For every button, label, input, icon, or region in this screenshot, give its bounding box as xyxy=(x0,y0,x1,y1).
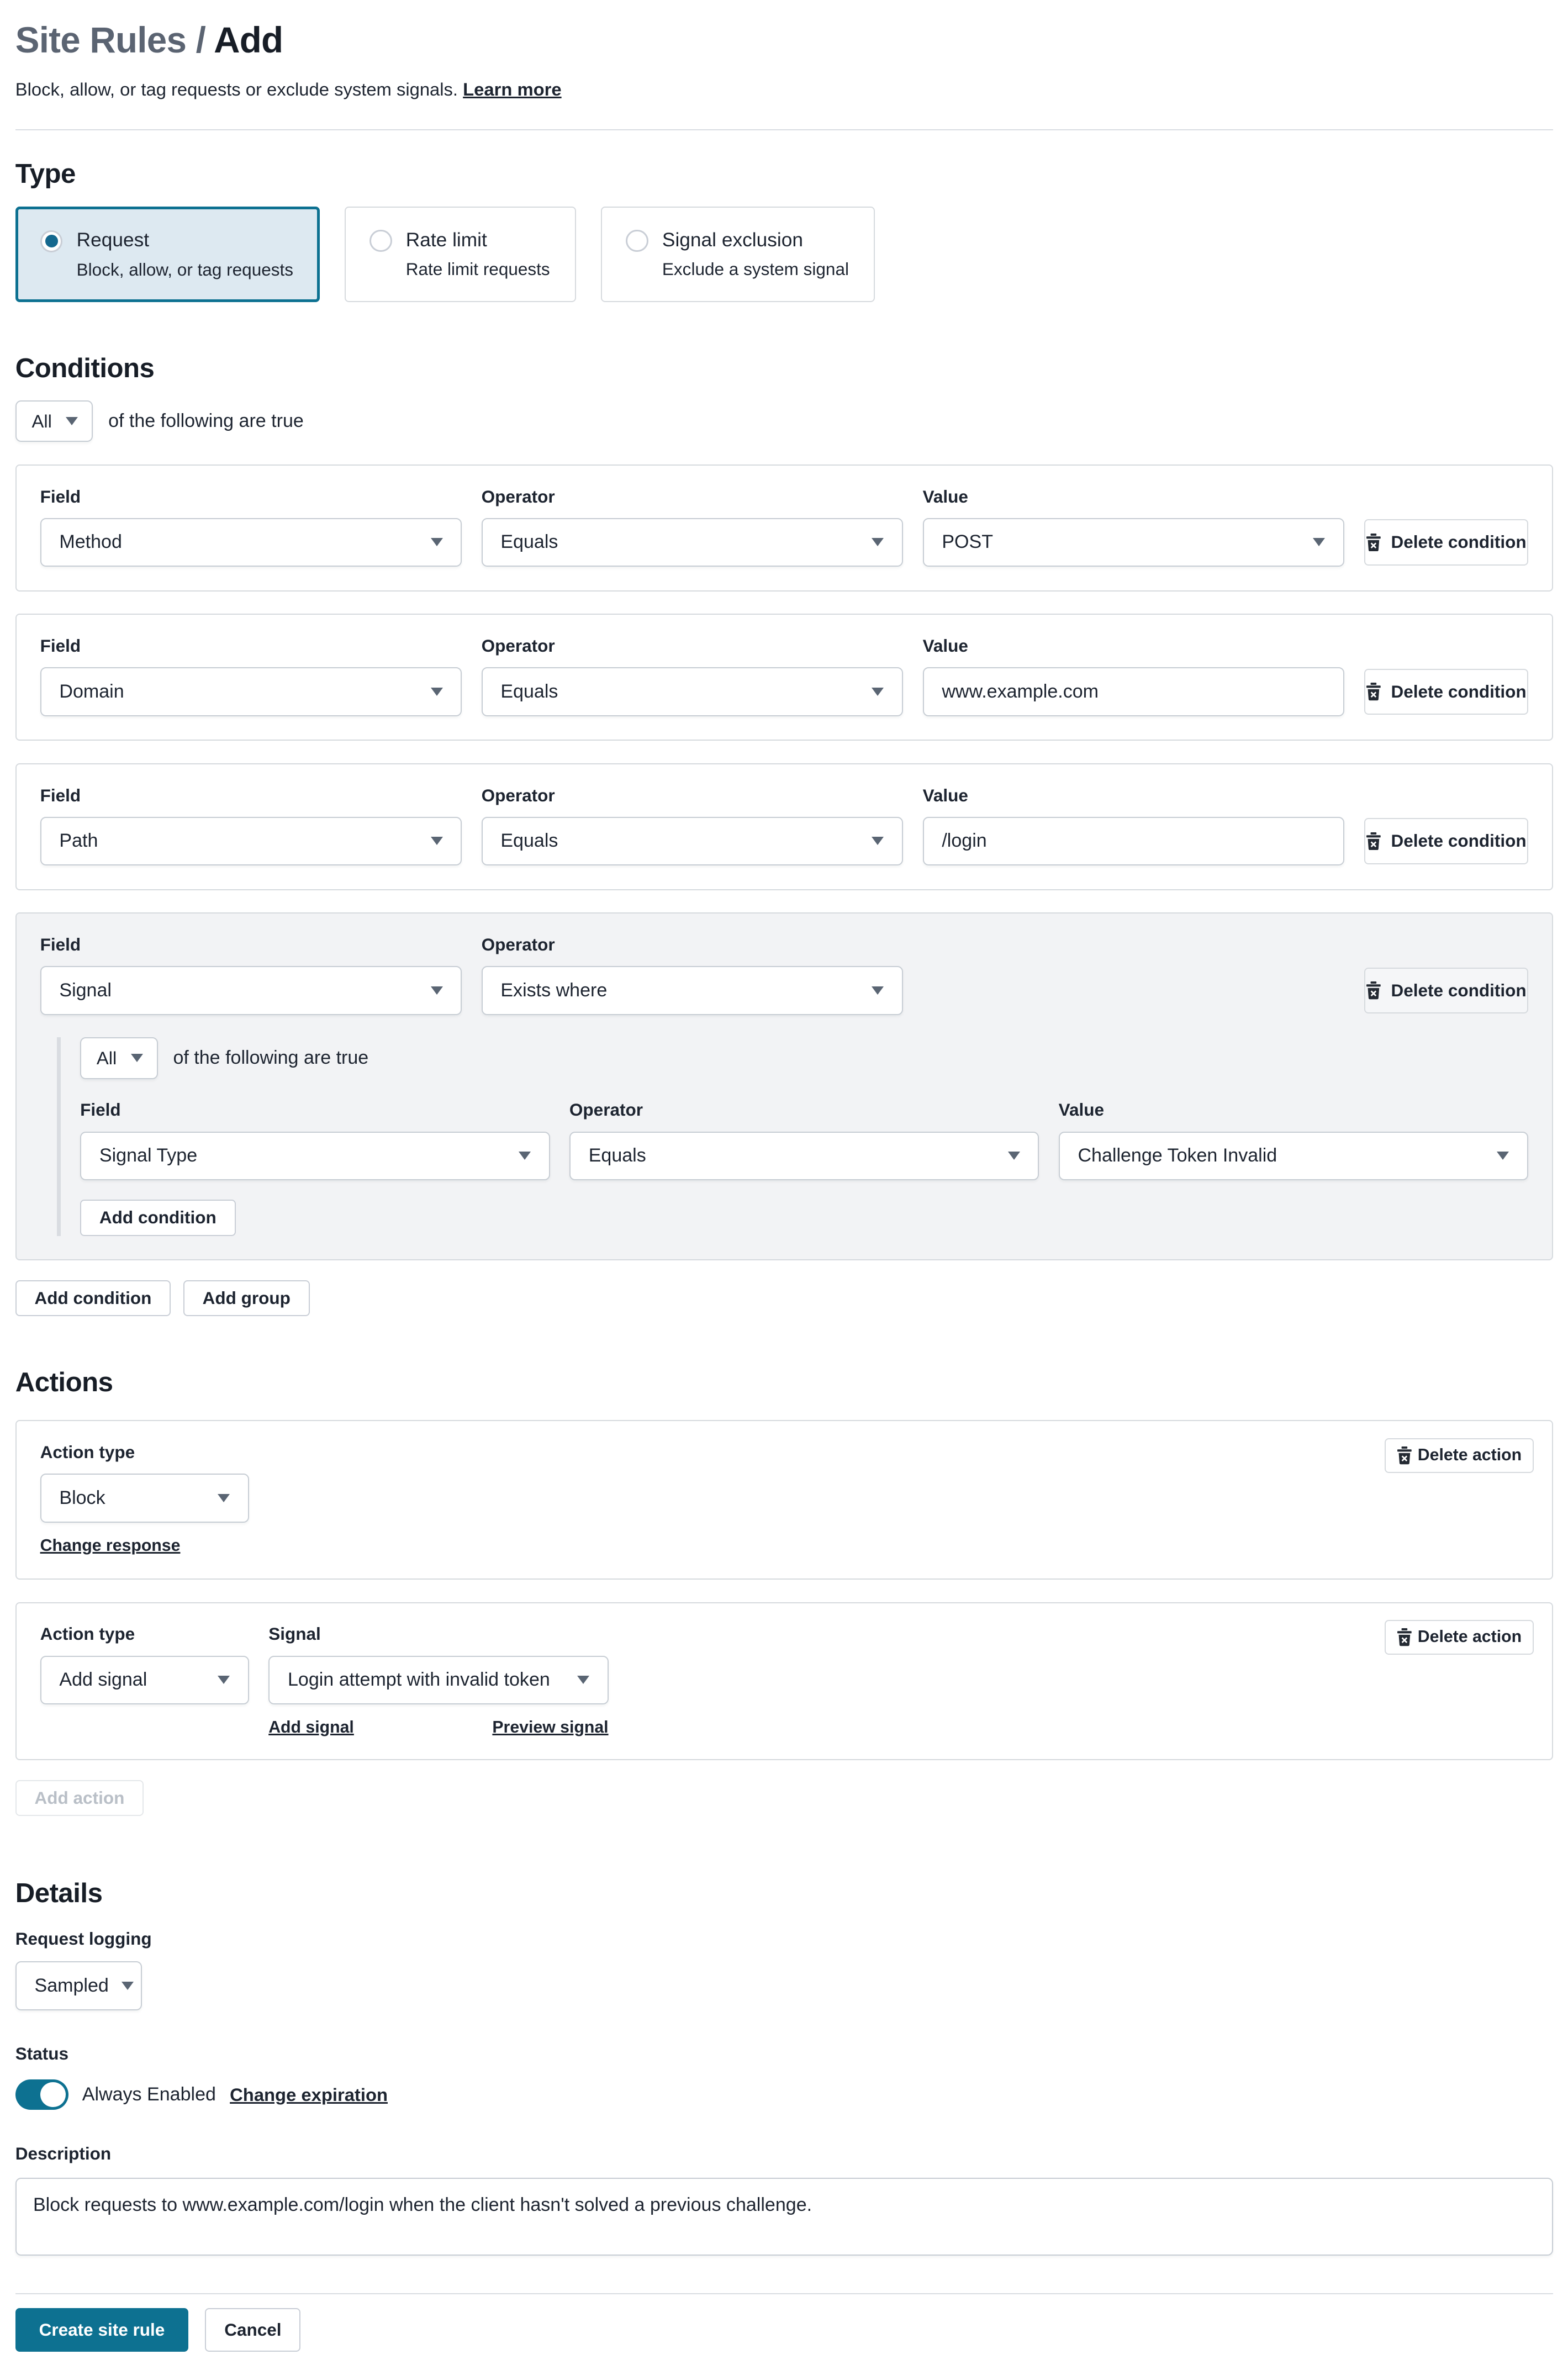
type-options xyxy=(15,207,1553,302)
nested-logic-operator-select[interactable] xyxy=(80,1037,158,1079)
request-logging-value: Sampled xyxy=(34,1974,109,1996)
request-logging-select[interactable] xyxy=(15,1961,142,2010)
nested-add-condition-button[interactable]: Add condition xyxy=(80,1200,235,1236)
delete-action-button[interactable] xyxy=(1385,1620,1534,1655)
chevron-down-icon xyxy=(577,1676,589,1684)
trash-icon xyxy=(1366,832,1381,851)
operator-label: Operator xyxy=(481,486,555,506)
radio-unselected-icon[interactable] xyxy=(626,230,648,252)
action-type-select[interactable] xyxy=(40,1656,249,1704)
delete-condition-button[interactable] xyxy=(1364,519,1529,565)
field-label: Field xyxy=(40,785,81,805)
operator-select-value: Exists where xyxy=(500,979,608,1001)
value-select[interactable] xyxy=(923,518,1345,567)
operator-select-value: Equals xyxy=(500,531,558,553)
footer-buttons xyxy=(15,2308,1553,2359)
operator-select[interactable] xyxy=(482,966,904,1015)
action-type-label: Action type xyxy=(40,1442,135,1463)
request-logging-label: Request logging xyxy=(15,1928,152,1949)
type-option-label: Signal exclusion xyxy=(662,229,803,251)
chevron-down-icon xyxy=(1008,1152,1020,1160)
chevron-down-icon xyxy=(1497,1152,1509,1160)
chevron-down-icon xyxy=(131,1054,143,1062)
value-label: Value xyxy=(922,636,968,656)
field-select-value: Domain xyxy=(59,680,124,702)
field-select[interactable] xyxy=(40,966,462,1015)
operator-label: Operator xyxy=(569,1100,643,1120)
action-type-value: Block xyxy=(59,1487,105,1509)
type-option-description: Block, allow, or tag requests xyxy=(76,259,294,279)
chevron-down-icon xyxy=(431,538,443,546)
delete-condition-label: Delete condition xyxy=(1391,681,1527,701)
action-type-label: Action type xyxy=(40,1624,135,1644)
chevron-down-icon xyxy=(519,1152,531,1160)
toggle-knob-icon xyxy=(40,2082,65,2107)
delete-condition-button[interactable] xyxy=(1364,968,1529,1013)
condition-group-signal xyxy=(15,912,1553,1260)
chevron-down-icon xyxy=(431,837,443,845)
conditions-logic-row xyxy=(15,400,1553,442)
type-option-label: Rate limit xyxy=(405,229,487,251)
actions-heading: Actions xyxy=(15,1367,113,1398)
cancel-button[interactable]: Cancel xyxy=(205,2308,300,2351)
type-heading: Type xyxy=(15,159,76,189)
page-subtitle xyxy=(15,79,1553,100)
add-signal-link[interactable]: Add signal xyxy=(268,1718,354,1737)
delete-condition-label: Delete condition xyxy=(1391,831,1527,851)
action-type-select[interactable] xyxy=(40,1474,249,1522)
chevron-down-icon xyxy=(872,688,884,696)
field-select[interactable] xyxy=(80,1132,550,1180)
action-add-signal xyxy=(15,1602,1553,1761)
nested-logic-row xyxy=(80,1037,1528,1079)
trash-icon xyxy=(1366,981,1381,1000)
add-condition-button[interactable]: Add condition xyxy=(15,1280,171,1317)
status-toggle[interactable] xyxy=(15,2079,68,2110)
add-group-button[interactable]: Add group xyxy=(183,1280,310,1317)
delete-condition-button[interactable] xyxy=(1364,669,1529,715)
chevron-down-icon xyxy=(872,538,884,546)
condition-row-domain xyxy=(15,614,1553,741)
operator-select-value: Equals xyxy=(500,830,558,852)
operator-select[interactable] xyxy=(482,667,904,716)
page-title-current: Add xyxy=(214,20,283,61)
field-label: Field xyxy=(40,486,81,506)
radio-selected-icon[interactable] xyxy=(40,230,62,252)
preview-signal-link[interactable]: Preview signal xyxy=(492,1718,609,1737)
description-textarea[interactable] xyxy=(15,2178,1553,2256)
logic-operator-value: All xyxy=(31,410,52,431)
chevron-down-icon xyxy=(872,986,884,995)
field-label: Field xyxy=(40,935,81,955)
field-select[interactable] xyxy=(40,667,462,716)
operator-select[interactable] xyxy=(569,1132,1039,1180)
chevron-down-icon xyxy=(1313,538,1325,546)
type-option-description: Rate limit requests xyxy=(405,259,550,279)
action-block xyxy=(15,1420,1553,1580)
add-action-button[interactable]: Add action xyxy=(15,1780,144,1817)
trash-icon xyxy=(1366,683,1381,701)
operator-label: Operator xyxy=(481,636,555,656)
create-site-rule-button[interactable]: Create site rule xyxy=(15,2308,188,2351)
action-type-value: Add signal xyxy=(59,1669,147,1691)
header-divider xyxy=(15,129,1553,130)
field-select-value: Path xyxy=(59,830,98,852)
operator-label: Operator xyxy=(481,935,555,955)
logic-suffix: of the following are true xyxy=(108,410,304,432)
value-label: Value xyxy=(922,486,968,506)
trash-icon xyxy=(1397,1628,1412,1646)
operator-label: Operator xyxy=(481,785,555,805)
field-select[interactable] xyxy=(40,518,462,567)
trash-icon xyxy=(1366,534,1381,552)
condition-row-path xyxy=(15,763,1553,890)
nested-logic-suffix: of the following are true xyxy=(173,1047,369,1069)
status-row xyxy=(15,2079,1553,2110)
operator-select-value: Equals xyxy=(588,1145,646,1166)
delete-action-button[interactable] xyxy=(1385,1438,1534,1473)
change-expiration-link[interactable]: Change expiration xyxy=(230,2084,388,2105)
field-select[interactable] xyxy=(40,817,462,865)
chevron-down-icon xyxy=(872,837,884,845)
delete-action-label: Delete action xyxy=(1417,1446,1522,1465)
value-select-value: Challenge Token Invalid xyxy=(1078,1145,1277,1166)
signal-select[interactable] xyxy=(268,1656,608,1704)
chevron-down-icon xyxy=(122,1982,134,1990)
page-title xyxy=(15,19,1553,61)
delete-condition-label: Delete condition xyxy=(1391,532,1527,552)
delete-action-label: Delete action xyxy=(1417,1628,1522,1646)
chevron-down-icon xyxy=(431,986,443,995)
status-label: Status xyxy=(15,2044,69,2064)
delete-condition-button[interactable] xyxy=(1364,818,1529,864)
field-select-value: Signal xyxy=(59,979,112,1001)
delete-condition-label: Delete condition xyxy=(1391,980,1527,1000)
details-heading: Details xyxy=(15,1878,103,1909)
logic-operator-select[interactable] xyxy=(15,400,93,442)
chevron-down-icon xyxy=(66,417,78,425)
learn-more-link[interactable]: Learn more xyxy=(463,79,562,100)
operator-select[interactable] xyxy=(482,518,904,567)
nested-condition-group xyxy=(57,1037,1528,1236)
operator-select-value: Equals xyxy=(500,680,558,702)
radio-unselected-icon[interactable] xyxy=(369,230,392,252)
field-select-value: Signal Type xyxy=(99,1145,198,1166)
conditions-heading: Conditions xyxy=(15,352,155,383)
chevron-down-icon xyxy=(218,1676,230,1684)
type-option-label: Request xyxy=(76,229,150,251)
type-option-signal-exclusion[interactable] xyxy=(601,207,875,302)
description-label: Description xyxy=(15,2143,112,2163)
value-select-value: POST xyxy=(942,531,993,553)
status-value: Always Enabled xyxy=(82,2084,216,2105)
signal-value: Login attempt with invalid token xyxy=(287,1669,550,1691)
value-select[interactable] xyxy=(1059,1132,1528,1180)
signal-label: Signal xyxy=(268,1624,321,1644)
value-input[interactable] xyxy=(923,817,1345,865)
chevron-down-icon xyxy=(431,688,443,696)
nested-logic-operator-value: All xyxy=(96,1047,117,1068)
change-response-link[interactable]: Change response xyxy=(40,1536,181,1555)
subtitle-text: Block, allow, or tag requests or exclude system signals. xyxy=(15,79,458,100)
value-input[interactable] xyxy=(923,667,1345,716)
breadcrumb[interactable]: Site Rules / xyxy=(15,20,206,61)
site-rule-form xyxy=(15,0,1553,2360)
operator-select[interactable] xyxy=(482,817,904,865)
type-option-rate-limit[interactable] xyxy=(345,207,576,302)
type-option-request[interactable] xyxy=(15,207,320,302)
field-label: Field xyxy=(40,636,81,656)
type-option-description: Exclude a system signal xyxy=(662,259,849,279)
footer-divider xyxy=(15,2293,1553,2294)
chevron-down-icon xyxy=(218,1494,230,1502)
trash-icon xyxy=(1397,1446,1412,1465)
field-label: Field xyxy=(80,1100,121,1120)
condition-row-method xyxy=(15,464,1553,592)
conditions-buttons xyxy=(15,1280,1553,1317)
value-label: Value xyxy=(922,785,968,805)
value-label: Value xyxy=(1058,1100,1105,1120)
field-select-value: Method xyxy=(59,531,122,553)
actions-buttons xyxy=(15,1780,1553,1817)
